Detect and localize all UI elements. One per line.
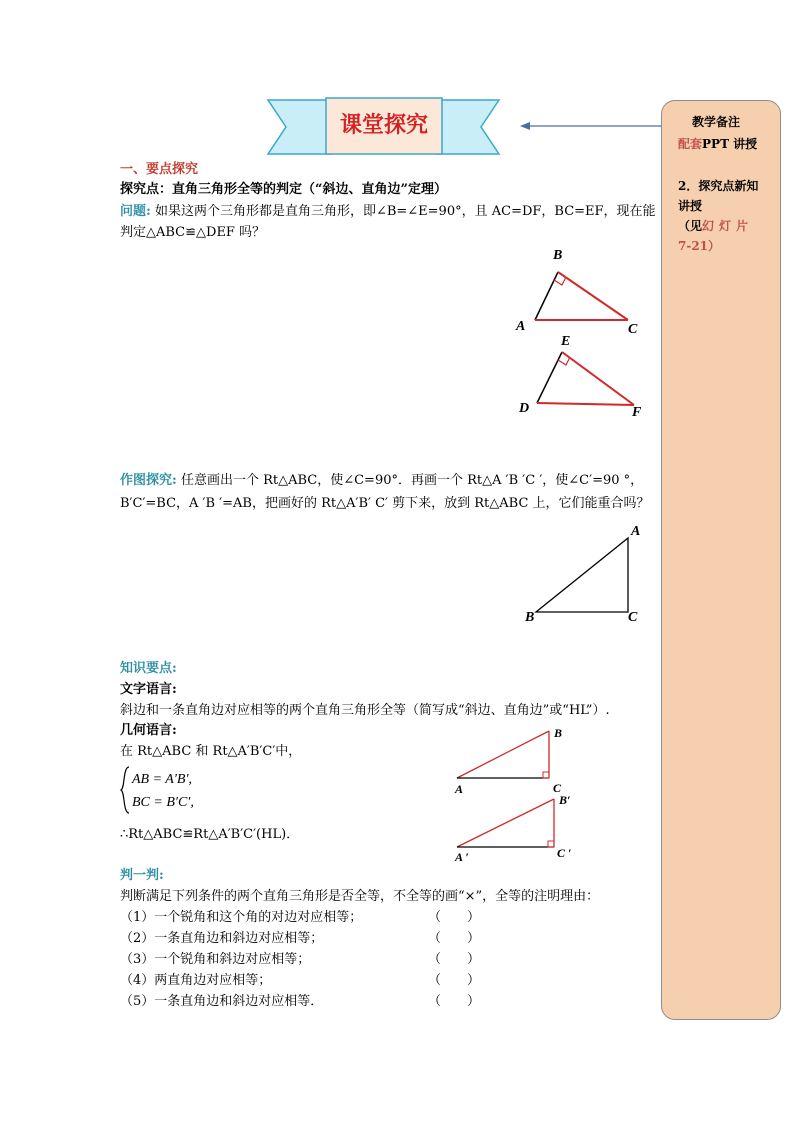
fig2-label-c: C [628, 610, 638, 625]
question-line2: 判定△ABC≌△DEF 吗？ [120, 225, 266, 240]
drawing-line2: B′C′=BC，A ′B ′=AB，把画好的 Rt△A′B′ C′ 剪下来，放到 Rt△ABC 上，它们能重合吗？ [120, 496, 650, 511]
fig1-label-e: E [561, 334, 571, 349]
judge-answer-blank[interactable]: （ ） [428, 994, 481, 1009]
fig3-right-angle-c [543, 772, 549, 778]
text-language-label: 文字语言: [120, 682, 177, 697]
judge-answer-blank[interactable]: （ ） [428, 931, 481, 946]
fig2-label-a: A [631, 524, 641, 539]
sidebar-item2-line3 [678, 216, 753, 236]
section-heading: 一、要点探究 [120, 162, 199, 177]
fig3-label-b: B [554, 726, 563, 740]
equation-2: BC = B′C′, [132, 795, 194, 810]
judge-answer-blank[interactable]: （ ） [428, 910, 481, 925]
sidebar-slides-label: 幻灯片 [702, 219, 754, 233]
teaching-notes-sidebar [661, 100, 781, 1020]
sidebar-ppt-line [678, 134, 757, 154]
question-label: 问题: [120, 204, 151, 219]
judge-intro: 判断满足下列条件的两个直角三角形是否全等，不全等的画“×”，全等的注明理由： [120, 889, 600, 904]
hl-conclusion: ∴Rt△ABC≌Rt△A′B′C′(HL)． [120, 827, 300, 842]
figure-congruent-right-triangles [450, 725, 563, 855]
banner-title: 课堂探究 [339, 113, 428, 138]
fig3-label-c-prime: C ′ [557, 846, 572, 860]
drawing-label: 作图探究: [120, 473, 177, 488]
sidebar-item2-line1: 2．探究点新知 [678, 179, 759, 193]
judge-item: （4）两直角边对应相等； [120, 973, 272, 988]
fig1-right-angle-e [558, 357, 570, 365]
judge-answer-blank[interactable]: （ ） [428, 952, 481, 967]
fig3-label-a: A [455, 782, 464, 796]
fig1-label-b: B [553, 248, 563, 263]
sidebar-see-label: （见 [678, 219, 703, 233]
judge-label: 判一判: [120, 868, 164, 883]
fig3-label-a-prime: A ′ [455, 850, 469, 864]
geometry-language-label: 几何语言: [120, 723, 177, 738]
text-language-content: 斜边和一条直角边对应相等的两个直角三角形全等（简写成“斜边、直角边”或“HL”）. [120, 703, 610, 718]
knowledge-label: 知识要点: [120, 661, 177, 676]
geometry-language-line1: 在 Rt△ABC 和 Rt△A′B′C′中， [120, 744, 302, 759]
fig3-right-angle-c2 [548, 841, 554, 847]
sidebar-heading: 教学备注 [692, 115, 741, 129]
fig1-seg-bc [558, 272, 628, 320]
figure-triangle-abc-right-c [520, 530, 640, 620]
sidebar-ppt-label: PPT [702, 137, 729, 151]
fig1-label-d: D [519, 401, 530, 416]
fig3-seg-ab [457, 731, 549, 778]
judge-item: （3）一个锐角和斜边对应相等； [120, 952, 311, 967]
fig1-label-c: C [628, 322, 638, 337]
fig3-label-b-prime: B′ [559, 793, 571, 807]
sidebar-slide-range: 7-21） [678, 239, 721, 253]
fig1-seg-ab [535, 272, 558, 320]
question-line1 [120, 202, 656, 222]
brace-icon [120, 766, 130, 814]
sidebar-ppt-rest: 讲授 [729, 137, 758, 151]
fig3-label-c: C [553, 781, 562, 795]
drawing-text-1: 任意画出一个 Rt△ABC，使∠C=90°．再画一个 Rt△A ′B ′C ′，使∠C′=90 °， [176, 473, 644, 488]
question-text-1: 如果这两个三角形都是直角三角形，即∠B=∠E=90°，且 AC=DF，BC=EF，现在能 [150, 204, 656, 219]
explore-point-heading: 探究点：直角三角形全等的判定（“斜边、直角边”定理） [120, 182, 447, 197]
fig1-seg-ef [562, 352, 634, 405]
drawing-line1 [120, 471, 643, 491]
fig1-label-f: F [632, 405, 642, 420]
judge-item: （1）一个锐角和这个角的对边对应相等； [120, 910, 363, 925]
fig1-seg-df [537, 403, 634, 405]
judge-item: （5）一条直角边和斜边对应相等． [120, 994, 324, 1009]
fig2-triangle [536, 538, 628, 612]
fig2-label-b: B [525, 610, 535, 625]
sidebar-ppt-prefix: 配套 [678, 137, 703, 151]
judge-answer-blank[interactable]: （ ） [428, 973, 481, 988]
equation-1: AB = A′B′, [132, 772, 193, 787]
judge-item: （2）一条直角边和斜边对应相等； [120, 931, 324, 946]
arrow-left-icon [520, 118, 665, 134]
sidebar-item2-line4 [678, 236, 720, 256]
fig1-label-a: A [516, 319, 526, 334]
fig3-seg-a2b2 [457, 799, 554, 847]
sidebar-item2-line2: 讲授 [678, 199, 703, 213]
